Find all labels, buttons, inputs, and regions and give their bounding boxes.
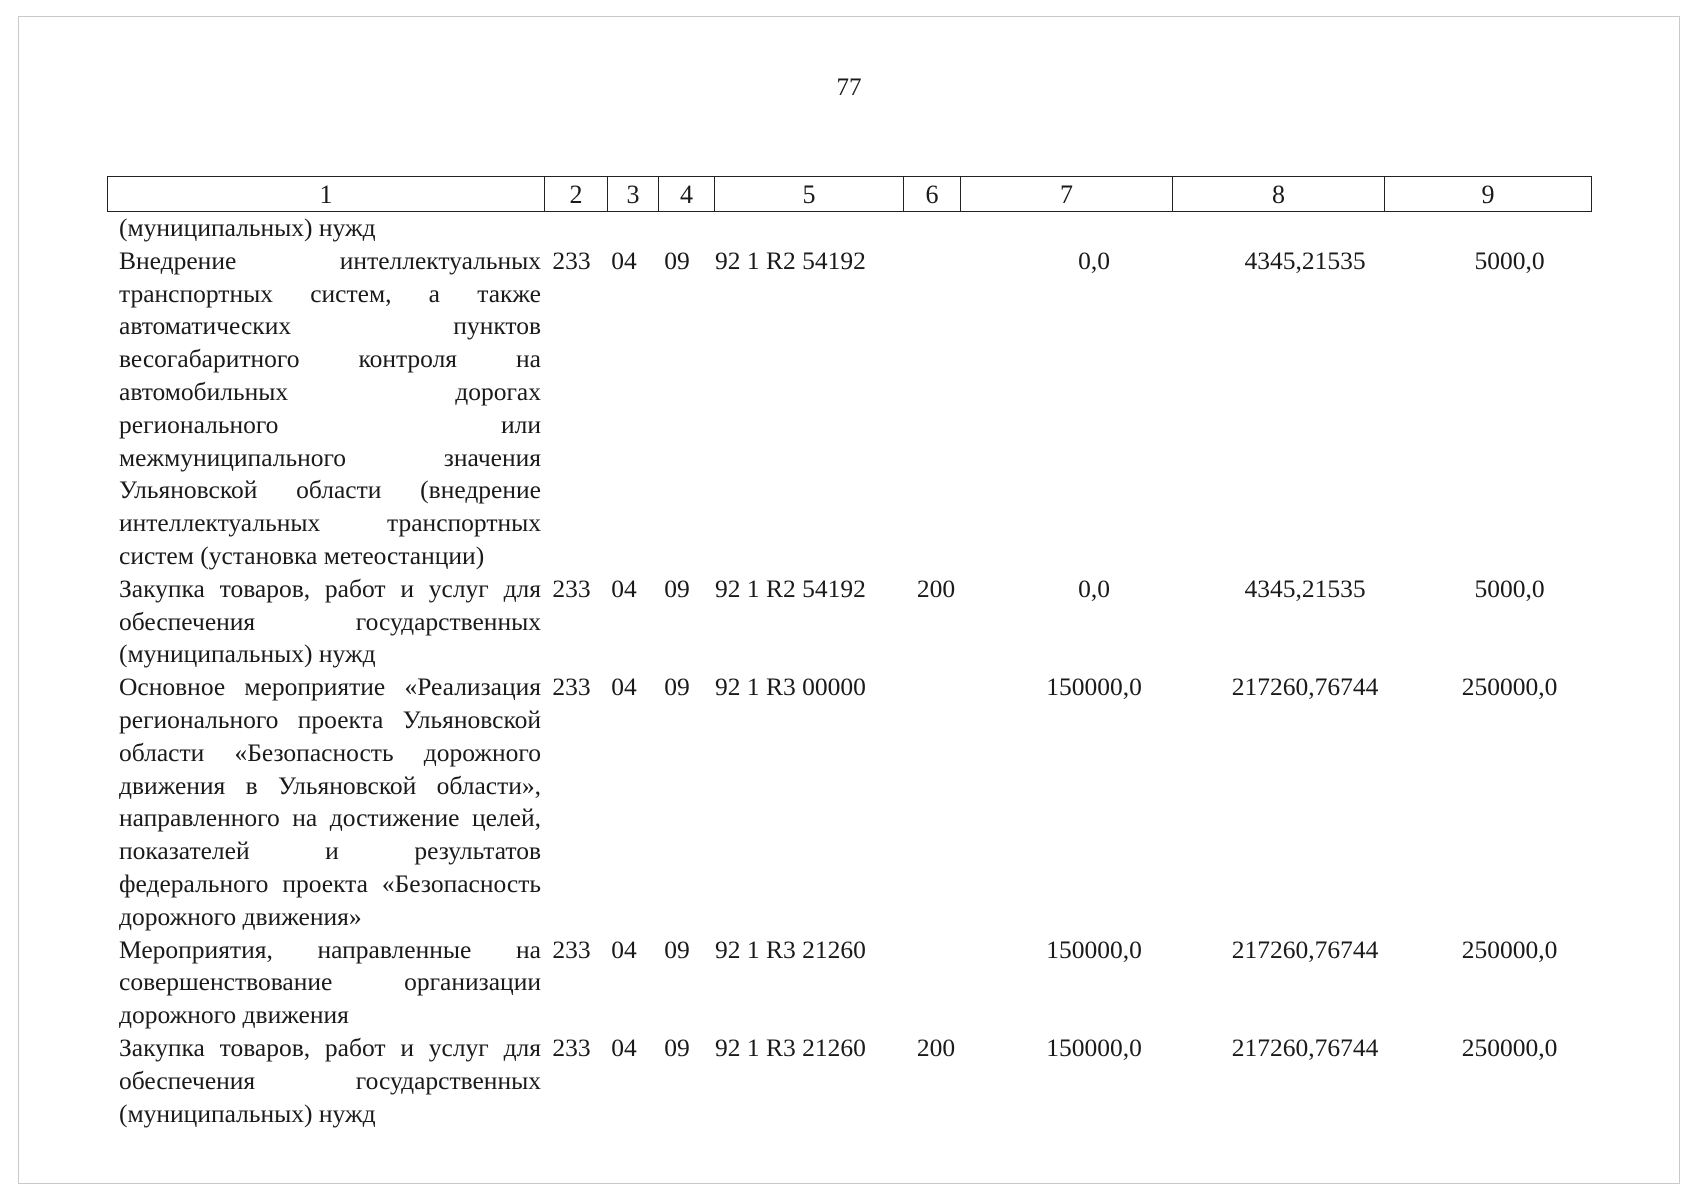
- cell-col-8: 4345,21535: [1244, 573, 1366, 603]
- page-number: 77: [836, 74, 862, 101]
- cell-col-9: 250000,0: [1461, 672, 1558, 702]
- cell-col-2: 233: [552, 672, 591, 702]
- table-body: [107, 212, 1591, 1130]
- table-row: [107, 245, 1591, 573]
- column-header-3: 3: [608, 177, 659, 212]
- cell-col-4: 09: [664, 245, 690, 275]
- cell-col-8: 217260,76744: [1231, 672, 1379, 702]
- cell-col-7: 0,0: [1078, 573, 1110, 603]
- cell-col-4: 09: [664, 573, 690, 603]
- row-name: Основное мероприятие «Реализация регионального проекта Ульяновской области «Безопасность дорожного движения в Ульяновской области», направленного на достижение целей, показателей и результатов федерального проекта «Безопасность дорожного движения»: [119, 672, 541, 931]
- cell-col-9: 250000,0: [1461, 1032, 1558, 1062]
- cell-col-3: 04: [611, 245, 637, 275]
- header-row: [108, 177, 1592, 212]
- column-header-4: 4: [659, 177, 715, 212]
- cell-col-8: 217260,76744: [1231, 934, 1379, 964]
- column-header-9: 9: [1385, 177, 1592, 212]
- table-row: [107, 212, 1591, 245]
- table-row: [107, 573, 1591, 671]
- cell-col-9: 5000,0: [1474, 245, 1545, 275]
- cell-col-3: 04: [611, 934, 637, 964]
- column-header-1: 1: [108, 177, 545, 212]
- cell-col-5: 92 1 R3 21260: [715, 1032, 866, 1062]
- cell-col-3: 04: [611, 573, 637, 603]
- column-header-2: 2: [545, 177, 608, 212]
- column-header-7: 7: [961, 177, 1173, 212]
- cell-col-8: 4345,21535: [1244, 245, 1366, 275]
- table-row: [107, 934, 1591, 1032]
- table-row: [107, 671, 1591, 933]
- cell-col-2: 233: [552, 934, 591, 964]
- cell-col-6: 200: [916, 573, 956, 603]
- cell-col-9: 250000,0: [1461, 934, 1558, 964]
- cell-col-3: 04: [611, 1032, 637, 1062]
- column-header-5: 5: [715, 177, 904, 212]
- cell-col-7: 150000,0: [1046, 1032, 1142, 1062]
- cell-col-5: 92 1 R2 54192: [715, 245, 866, 275]
- cell-col-6: 200: [916, 1032, 956, 1062]
- cell-col-7: 150000,0: [1046, 672, 1142, 702]
- row-name: (муниципальных) нужд: [119, 213, 376, 242]
- table-row: [107, 1032, 1591, 1130]
- cell-col-7: 150000,0: [1046, 934, 1142, 964]
- column-header-6: 6: [904, 177, 961, 212]
- column-header-8: 8: [1173, 177, 1385, 212]
- cell-col-9: 5000,0: [1474, 573, 1545, 603]
- cell-col-5: 92 1 R3 00000: [715, 672, 866, 702]
- cell-col-4: 09: [664, 1032, 690, 1062]
- cell-col-8: 217260,76744: [1231, 1032, 1379, 1062]
- cell-col-2: 233: [552, 573, 591, 603]
- cell-col-4: 09: [664, 672, 690, 702]
- cell-col-7: 0,0: [1078, 245, 1110, 275]
- cell-col-2: 233: [552, 245, 591, 275]
- row-name: Закупка товаров, работ и услуг для обеспечения государственных (муниципальных) нужд: [119, 1032, 541, 1128]
- row-name: Закупка товаров, работ и услуг для обеспечения государственных (муниципальных) нужд: [119, 573, 541, 669]
- cell-col-2: 233: [552, 1032, 591, 1062]
- cell-col-3: 04: [611, 672, 637, 702]
- cell-col-5: 92 1 R3 21260: [715, 934, 866, 964]
- cell-col-5: 92 1 R2 54192: [715, 573, 866, 603]
- column-header-table: [107, 176, 1592, 212]
- row-name: Мероприятия, направленные на совершенствование организации дорожного движения: [119, 934, 541, 1030]
- row-name: Внедрение интеллектуальных транспортных систем, а также автоматических пунктов весогабаритного контроля на автомобильных дорогах регионального или межмуниципального значения Ульяновской области (внедрение интеллектуальных транспортных систем (установка метеостанции): [119, 245, 541, 570]
- cell-col-4: 09: [664, 934, 690, 964]
